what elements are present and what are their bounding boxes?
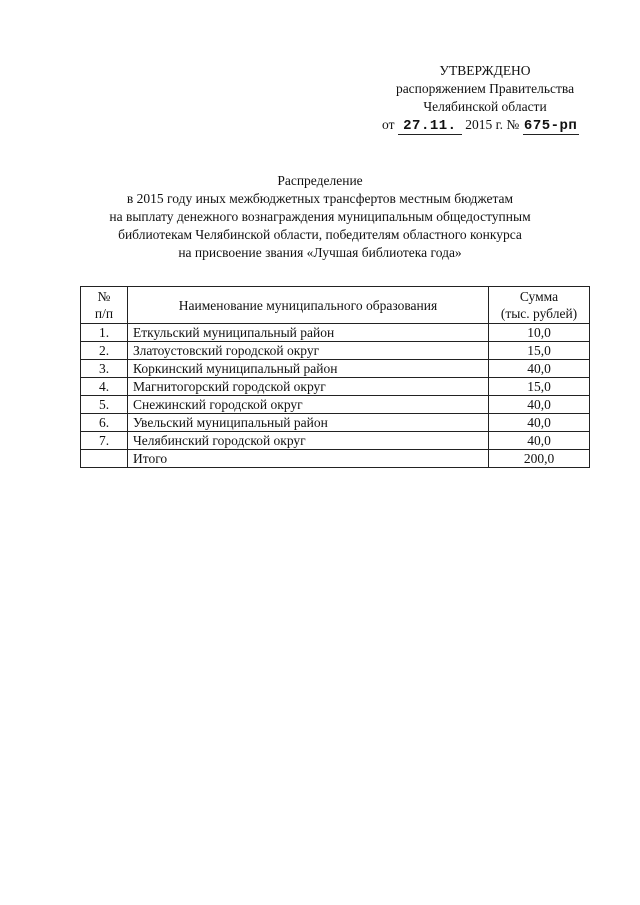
table-row	[81, 396, 590, 414]
approval-block	[380, 62, 590, 135]
row-name: Увельский муниципальный район	[128, 414, 489, 432]
title-line-2: в 2015 году иных межбюджетных трансфертов местным бюджетам	[126, 191, 514, 206]
total-label: Итого	[128, 450, 489, 468]
header-sum-line-1: Сумма	[519, 289, 559, 304]
header-num-line-2: п/п	[94, 306, 114, 321]
row-num: 2.	[81, 342, 128, 360]
row-name: Челябинский городской округ	[128, 432, 489, 450]
approval-year: 2015 г. №	[465, 117, 520, 132]
approval-number: 675-рп	[523, 118, 578, 134]
row-num: 3.	[81, 360, 128, 378]
table-row	[81, 414, 590, 432]
table-total-row	[81, 450, 590, 468]
table-row	[81, 360, 590, 378]
row-sum: 15,0	[489, 378, 590, 396]
title-line-3: на выплату денежного вознаграждения муниципальным общедоступным	[109, 209, 531, 224]
table-row	[81, 324, 590, 342]
title-line-5: на присвоение звания «Лучшая библиотека года»	[178, 245, 462, 260]
title-line-4: библиотекам Челябинской области, победителям областного конкурса	[118, 227, 522, 242]
row-num: 7.	[81, 432, 128, 450]
row-num: 5.	[81, 396, 128, 414]
row-name: Коркинский муниципальный район	[128, 360, 489, 378]
header-num	[81, 287, 128, 324]
row-num: 4.	[81, 378, 128, 396]
row-sum: 40,0	[489, 432, 590, 450]
row-sum: 40,0	[489, 360, 590, 378]
table-row	[81, 432, 590, 450]
approval-date: 27.11.	[398, 119, 462, 135]
approval-line-2: Челябинской области	[423, 99, 547, 114]
approval-date-line	[382, 116, 590, 135]
table-header-row	[81, 287, 590, 324]
approval-heading: УТВЕРЖДЕНО	[439, 63, 531, 78]
row-name: Златоустовский городской округ	[128, 342, 489, 360]
header-num-line-1: №	[97, 289, 111, 304]
table-row	[81, 342, 590, 360]
row-sum: 40,0	[489, 396, 590, 414]
total-num	[81, 450, 128, 468]
row-num: 1.	[81, 324, 128, 342]
row-name: Магнитогорский городской округ	[128, 378, 489, 396]
approval-from: от	[382, 117, 395, 132]
row-name: Снежинский городской округ	[128, 396, 489, 414]
document-title	[60, 172, 580, 262]
header-name: Наименование муниципального образования	[128, 287, 489, 324]
row-num: 6.	[81, 414, 128, 432]
row-name: Еткульский муниципальный район	[128, 324, 489, 342]
title-line-1: Распределение	[277, 173, 363, 188]
header-sum	[489, 287, 590, 324]
row-sum: 40,0	[489, 414, 590, 432]
row-sum: 10,0	[489, 324, 590, 342]
approval-line-1: распоряжением Правительства	[395, 81, 575, 96]
distribution-table	[80, 286, 590, 468]
row-sum: 15,0	[489, 342, 590, 360]
table-row	[81, 378, 590, 396]
header-sum-line-2: (тыс. рублей)	[500, 306, 578, 321]
total-sum: 200,0	[489, 450, 590, 468]
